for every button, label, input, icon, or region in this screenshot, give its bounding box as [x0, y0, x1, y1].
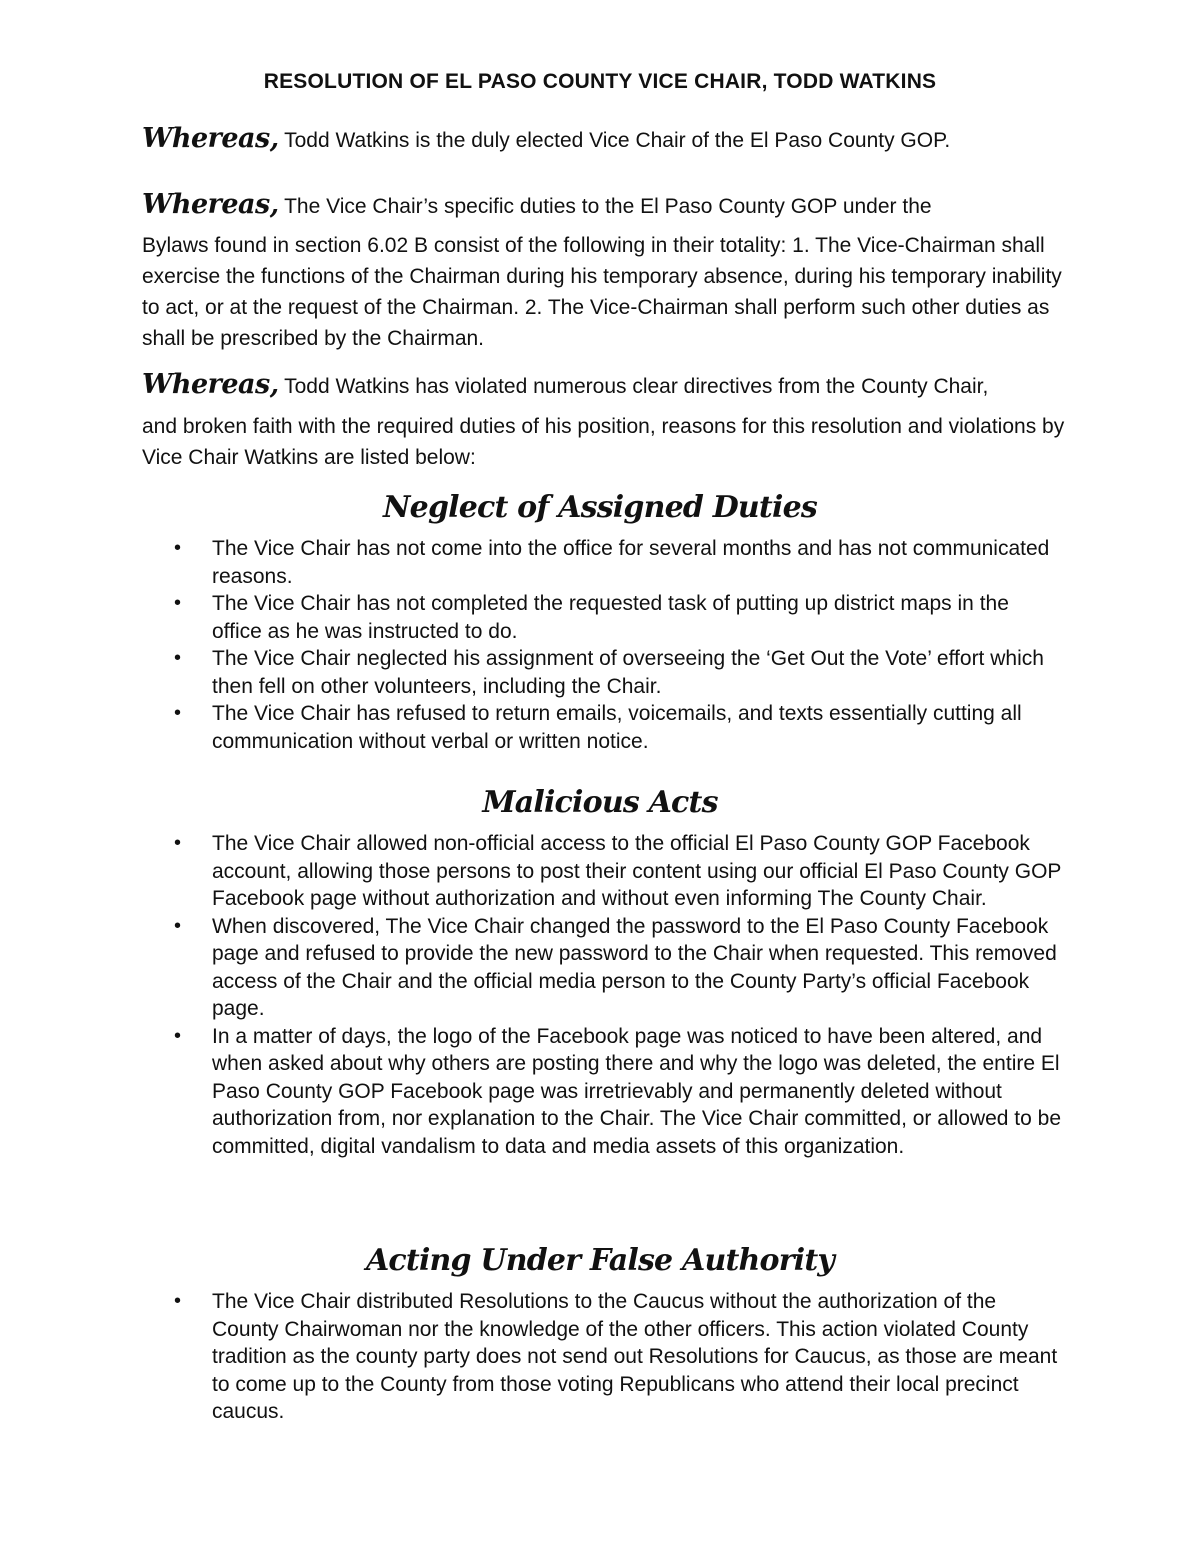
section-heading-malicious: Malicious Acts	[482, 785, 718, 820]
whereas-paragraph-2-body: Bylaws found in section 6.02 B consist of the following in their totality: 1. The Vice-Chairman shall exercise the functions of the Chairman during his temporary absence, during his temporary inability to act, or at the request of the Chairman. 2. The Vice-Chairman shall perform such other duties as shall be prescribed by the Chairman.	[142, 234, 1062, 350]
whereas-text: Todd Watkins is the duly elected Vice Chair of the El Paso County GOP.	[278, 129, 951, 152]
list-item: • The Vice Chair allowed non-official access to the official El Paso County GOP Facebook account, allowing those persons to post their content using our official El Paso County GOP Facebook page without authorization and without even informing The County Chair.	[142, 830, 1062, 913]
whereas-paragraph-2	[142, 190, 1077, 222]
false-authority-list	[142, 1288, 1062, 1426]
section-heading-neglect: Neglect of Assigned Duties	[383, 490, 817, 525]
whereas-lead: Whereas,	[142, 189, 279, 220]
list-item: • The Vice Chair neglected his assignment of overseeing the ‘Get Out the Vote’ effort which then fell on other volunteers, including the Chair.	[142, 645, 1062, 700]
list-item: • The Vice Chair has not completed the requested task of putting up district maps in the office as he was instructed to do.	[142, 590, 1062, 645]
list-item: • The Vice Chair has not come into the office for several months and has not communicated reasons.	[142, 535, 1062, 590]
list-item: • In a matter of days, the logo of the Facebook page was noticed to have been altered, and when asked about why others are posting there and why the logo was deleted, the entire El Paso County GOP Facebook page was irretrievably and permanently deleted without authorization from, nor explanation to the Chair. The Vice Chair committed, or allowed to be committed, digital vandalism to data and media assets of this organization.	[142, 1023, 1062, 1161]
whereas-paragraph-3	[142, 370, 1077, 402]
whereas-paragraph-3-body: and broken faith with the required duties of his position, reasons for this resolution and violations by Vice Chair Watkins are listed below:	[142, 415, 1065, 469]
neglect-list	[142, 535, 1062, 755]
list-item: • When discovered, The Vice Chair changed the password to the El Paso County Facebook page and refused to provide the new password to the Chair when requested. This removed access of the Chair and the official media person to the County Party’s official Facebook page.	[142, 913, 1062, 1023]
section-heading-false-authority: Acting Under False Authority	[365, 1243, 835, 1278]
malicious-list	[142, 830, 1062, 1160]
whereas-paragraph-1	[142, 124, 1077, 156]
list-item: • The Vice Chair distributed Resolutions to the Caucus without the authorization of the County Chairwoman nor the knowledge of the other officers. This action violated County tradition as the county party does not send out Resolutions for Caucus, as those are meant to come up to the County from those voting Republicans who attend their local precinct caucus.	[142, 1288, 1062, 1426]
whereas-lead: Whereas,	[142, 123, 279, 154]
list-item: • The Vice Chair has refused to return emails, voicemails, and texts essentially cutting all communication without verbal or written notice.	[142, 700, 1062, 755]
whereas-text-first: Todd Watkins has violated numerous clear directives from the County Chair,	[278, 375, 989, 398]
document-title: RESOLUTION OF EL PASO COUNTY VICE CHAIR, TODD WATKINS	[263, 70, 937, 93]
whereas-text-first: The Vice Chair’s specific duties to the El Paso County GOP under the	[278, 195, 932, 218]
whereas-lead: Whereas,	[142, 369, 279, 400]
